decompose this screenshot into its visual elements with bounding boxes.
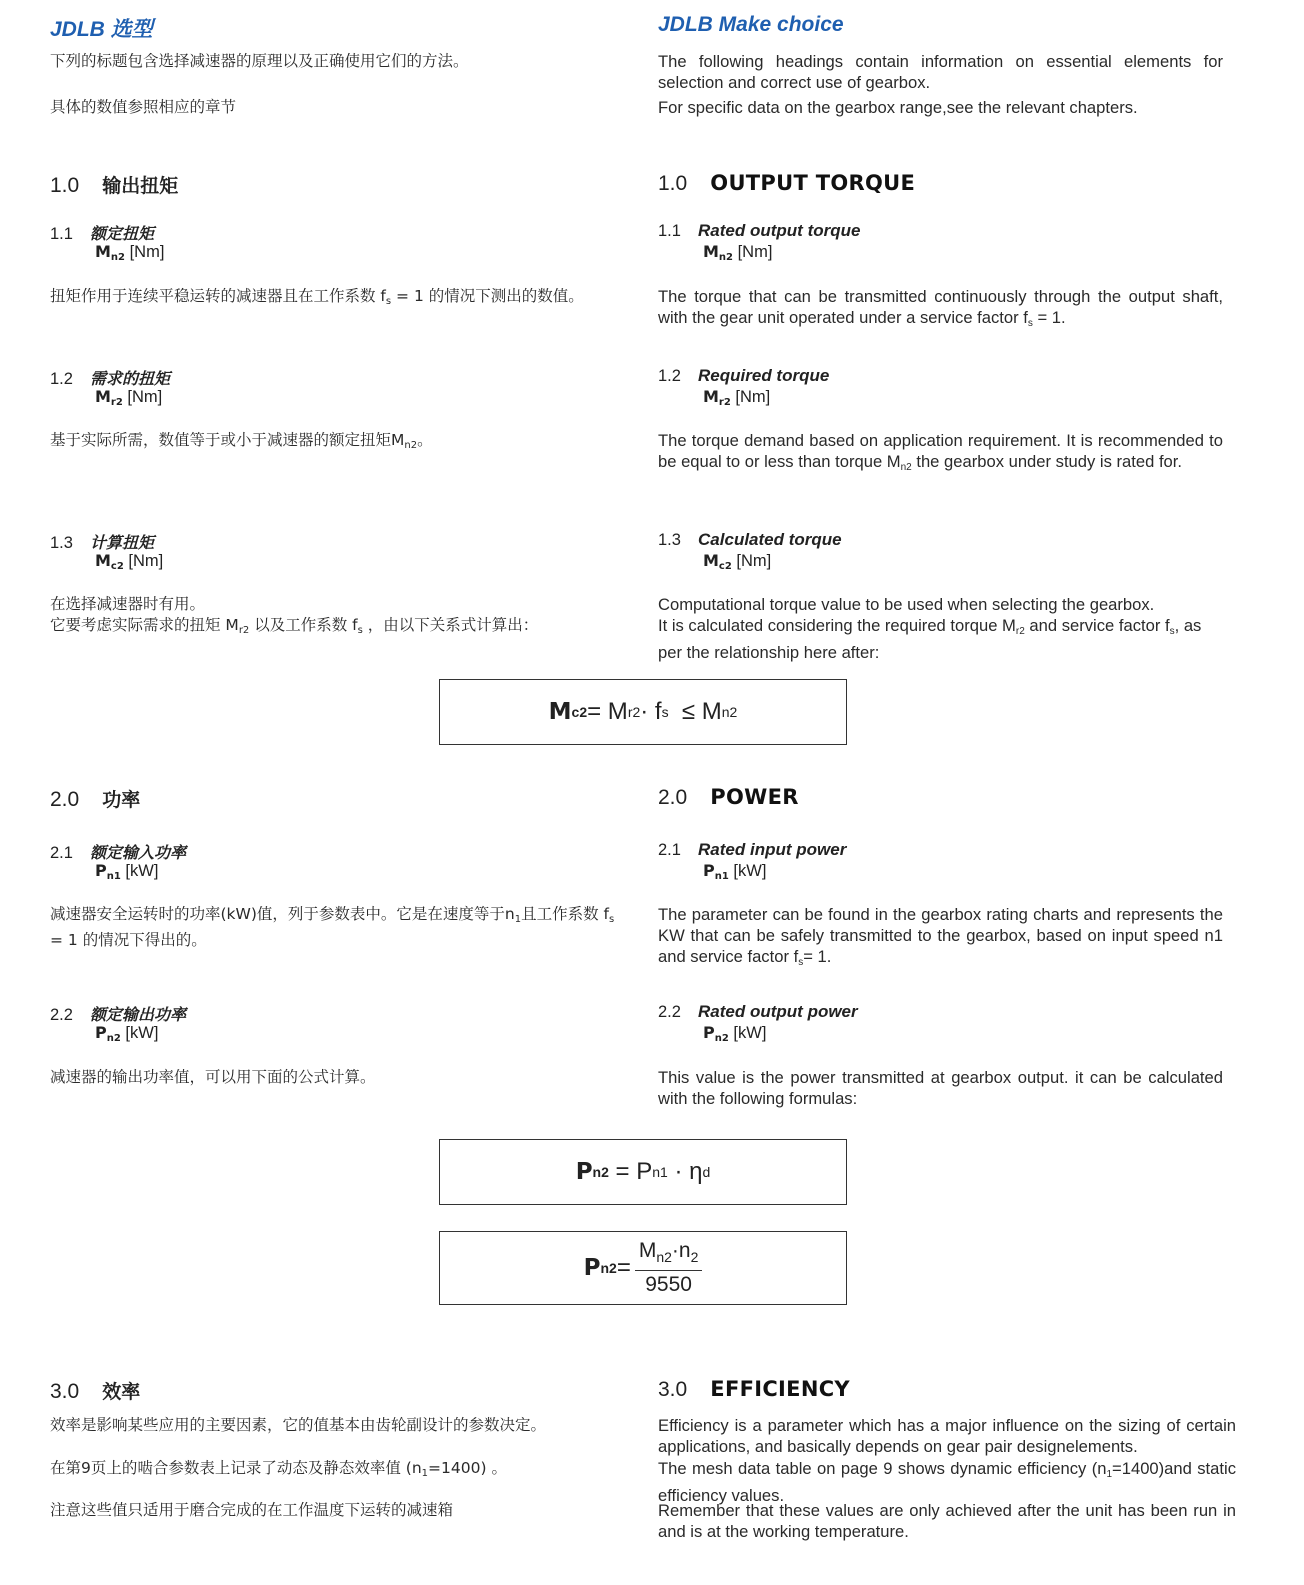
subsection-number: 1.2	[50, 370, 73, 388]
subsection-number: 2.1	[658, 841, 681, 859]
section-number: 1.0	[50, 174, 80, 197]
para-1-1-zh: 扭矩作用于连续平稳运转的减速器且在工作系数 $f_s = 1$ 的情况下测出的数值。	[50, 287, 584, 307]
subsection-number: 1.2	[658, 367, 681, 385]
subsection-title: 需求的扭矩	[90, 369, 171, 388]
subsection-number: 1.3	[658, 531, 681, 549]
subsection-number: 2.2	[658, 1003, 681, 1021]
section-number: 2.0	[658, 786, 688, 809]
section-title: OUTPUT TORQUE	[710, 171, 916, 195]
subsection-2-1-en	[658, 840, 846, 860]
para-3-en-3: Remember that these values are only achieved after the unit has been run in and is at the working temperature.	[658, 1501, 1236, 1541]
subsection-1-3-en	[658, 530, 842, 550]
subsection-1-3-zh	[50, 530, 154, 553]
subsection-1-2-zh	[50, 366, 170, 389]
intro-zh-1: 下列的标题包含选择减速器的原理以及正确使用它们的方法。	[50, 52, 469, 70]
formula-pn2-torque: P n2 = $\frac{M_{n2}\cdot n_2}{9550}$	[439, 1231, 847, 1305]
para-1-2-zh: 基于实际所需，数值等于或小于减速器的额定扭矩$M_{n2}$。	[50, 431, 433, 451]
symbol-mc2-zh: $M_{c2}$ [Nm]	[95, 551, 164, 572]
formula-mc2: M c2 = M r2 · f s ≤ M n2	[439, 679, 847, 745]
subsection-title: Rated output power	[698, 1002, 858, 1021]
subsection-number: 1.3	[50, 534, 73, 552]
subsection-title: Required torque	[698, 366, 830, 385]
subsection-2-2-zh	[50, 1002, 186, 1025]
para-3-en-1: Efficiency is a parameter which has a major influence on the sizing of certain applications, and basically depends on gear pair designelements.	[658, 1416, 1236, 1456]
section-number: 3.0	[50, 1380, 80, 1403]
subsection-number: 2.2	[50, 1006, 73, 1024]
section-3-heading-en	[658, 1377, 850, 1402]
fraction: $\frac{M_{n2}\cdot n_2}{9550}$	[635, 1238, 703, 1299]
section-number: 2.0	[50, 788, 80, 811]
section-title: POWER	[710, 785, 799, 809]
para-1-3-en-1: Computational torque value to be used when selecting the gearbox.	[658, 595, 1155, 614]
symbol-mr2-zh: $M_{r2}$ [Nm]	[95, 387, 163, 408]
para-3-zh-2: 在第9页上的啮合参数表上记录了动态及静态效率值 $(n_1=1400)$ 。	[50, 1459, 507, 1479]
symbol-mn2-en: $M_{n2}$ [Nm]	[703, 242, 773, 263]
symbol-pn2-zh: $P_{n2}$ [kW]	[95, 1023, 159, 1044]
subsection-2-1-zh	[50, 840, 186, 863]
title-zh: JDLB 选型	[50, 18, 153, 41]
section-1-heading-en	[658, 171, 915, 196]
symbol-mc2-en: $M_{c2}$ [Nm]	[703, 551, 772, 572]
section-title: 功率	[102, 789, 141, 811]
para-3-zh-3: 注意这些值只适用于磨合完成的在工作温度下运转的减速箱	[50, 1501, 454, 1519]
intro-zh-2: 具体的数值参照相应的章节	[50, 98, 237, 116]
subsection-title: Rated input power	[698, 840, 847, 859]
section-number: 3.0	[658, 1378, 688, 1401]
para-3-zh-1: 效率是影响某些应用的主要因素，它的值基本由齿轮副设计的参数决定。	[50, 1416, 547, 1434]
subsection-title: 计算扭矩	[90, 533, 155, 552]
section-title: EFFICIENCY	[710, 1377, 850, 1401]
symbol-pn1-en: $P_{n1}$ [kW]	[703, 861, 767, 882]
subsection-number: 2.1	[50, 844, 73, 862]
para-3-en-2: The mesh data table on page 9 shows dynamic efficiency $(n_1=1400)and$ static efficiency values.	[658, 1459, 1236, 1505]
para-2-2-zh: 减速器的输出功率值，可以用下面的公式计算。	[50, 1068, 376, 1086]
symbol-pn1-zh: $P_{n1}$ [kW]	[95, 861, 159, 882]
para-1-3-zh-2: 它要考虑实际需求的扭矩 $M_{r2}$ 以及工作系数 $f_s$ ，由以下关系式计算出：	[50, 616, 539, 636]
symbol-mn2-zh: $M_{n2}$ [Nm]	[95, 242, 165, 263]
subsection-title: 额定扭矩	[90, 224, 155, 243]
intro-en-1: The following headings contain information on essential elements for selection and correct use of gearbox.	[658, 52, 1223, 92]
symbol-pn2-en: $P_{n2}$ [kW]	[703, 1023, 767, 1044]
symbol-mr2-en: $M_{r2}$ [Nm]	[703, 387, 771, 408]
section-1-heading-zh	[50, 171, 178, 198]
para-2-1-en: The parameter can be found in the gearbox rating charts and represents the KW that can be safely transmitted to the gearbox, based on input speed n1 and service factor $f_s= 1$.	[658, 905, 1223, 968]
subsection-1-1-en	[658, 221, 860, 241]
formula-pn2-efficiency: P n2 = P n1 · η d	[439, 1139, 847, 1205]
subsection-title: Rated output torque	[698, 221, 861, 240]
section-number: 1.0	[658, 172, 688, 195]
subsection-title: Calculated torque	[698, 530, 842, 549]
subsection-1-1-zh	[50, 221, 154, 244]
para-1-3-zh-1: 在选择减速器时有用。	[50, 595, 206, 613]
para-2-2-en: This value is the power transmitted at gearbox output. it can be calculated with the following formulas:	[658, 1068, 1223, 1108]
section-2-heading-en	[658, 785, 799, 810]
subsection-number: 1.1	[658, 222, 681, 240]
para-1-1-en: The torque that can be transmitted continuously through the output shaft, with the gear unit operated under a service factor $f_s = 1$.	[658, 287, 1223, 329]
title-en: JDLB Make choice	[658, 13, 844, 36]
subsection-2-2-en	[658, 1002, 858, 1022]
section-title: 效率	[102, 1381, 141, 1403]
intro-en-2: For specific data on the gearbox range,see the relevant chapters.	[658, 98, 1138, 117]
section-3-heading-zh	[50, 1377, 140, 1404]
section-2-heading-zh	[50, 785, 140, 812]
subsection-title: 额定输出功率	[90, 1005, 187, 1024]
para-2-1-zh: 减速器安全运转时的功率(kW)值，列于参数表中。它是在速度等于$n_1$且工作系数 $f_s = 1$ 的情况下得出的。	[50, 905, 615, 949]
para-1-3-en-2: It is calculated considering the required torque $M_{r2}$ and service factor $f_s$, as per the relationship here after:	[658, 616, 1202, 662]
para-1-2-en: The torque demand based on application requirement. It is recommended to be equal to or less than torque $M_{n2}$ the gearbox under study is rated for.	[658, 431, 1223, 473]
subsection-number: 1.1	[50, 225, 73, 243]
subsection-1-2-en	[658, 366, 829, 386]
subsection-title: 额定输入功率	[90, 843, 187, 862]
section-title: 输出扭矩	[102, 175, 179, 197]
